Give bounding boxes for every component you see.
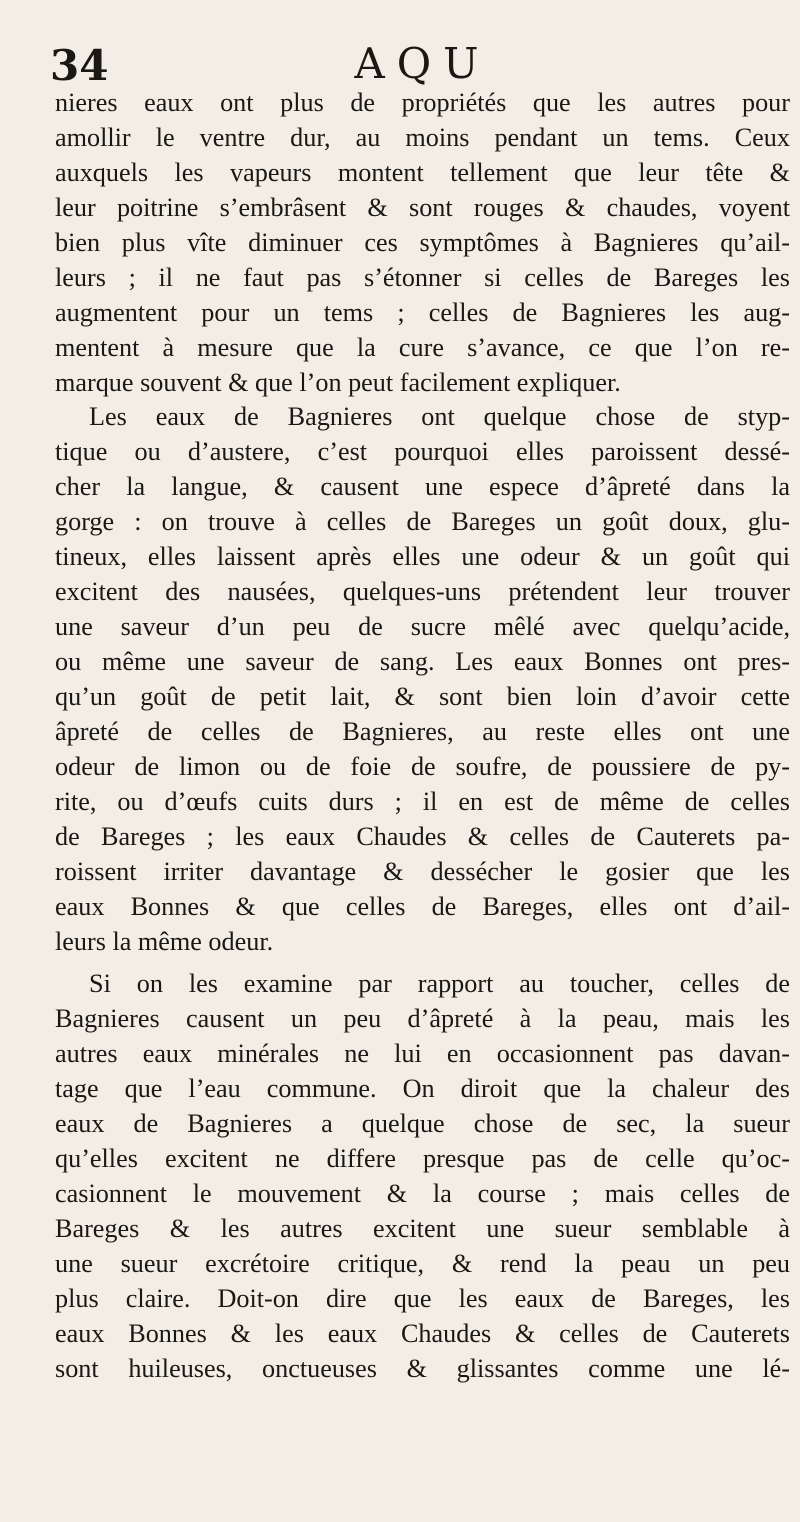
text-line: de Bareges ; les eaux Chaudes & celles de Cauterets pa- — [55, 821, 790, 851]
text-line: Bagnieres causent un peu d’âpreté à la peau, mais les — [55, 1004, 790, 1034]
text-line: amollir le ventre dur, au moins pendant un tems. Ceux — [55, 122, 790, 152]
text-line: âpreté de celles de Bagnieres, au reste elles ont une — [55, 716, 790, 746]
text-line: leurs la même odeur. — [55, 926, 274, 956]
page-number: 34 — [50, 41, 109, 90]
text-line: eaux Bonnes & les eaux Chaudes & celles de Cauterets — [55, 1318, 790, 1348]
text-line: bien plus vîte diminuer ces symptômes à Bagnieres qu’ail- — [55, 227, 790, 257]
page-header — [50, 40, 795, 92]
text-line: mentent à mesure que la cure s’avance, ce que l’on re- — [55, 332, 790, 362]
text-line: ou même une saveur de sang. Les eaux Bonnes ont pres- — [55, 647, 790, 676]
text-line: qu’elles excitent ne differe presque pas de celle qu’oc- — [55, 1144, 790, 1174]
text-line: gorge : on trouve à celles de Bareges un goût doux, glu- — [55, 507, 790, 537]
text-line: auxquels les vapeurs montent tellement que leur tête & — [55, 157, 790, 187]
text-line: tage que l’eau commune. On diroit que la chaleur des — [55, 1074, 790, 1104]
text-line: qu’un goût de petit lait, & sont bien loin d’avoir cette — [55, 681, 790, 711]
text-line: excitent des nausées, quelques-uns prétendent leur trouver — [55, 577, 790, 607]
running-head: AQU — [354, 39, 491, 88]
text-line: Les eaux de Bagnieres ont quelque chose de styp- — [89, 402, 790, 432]
text-line: autres eaux minérales ne lui en occasionnent pas davan- — [55, 1039, 790, 1069]
text-line: Si on les examine par rapport au toucher, celles de — [89, 969, 790, 999]
text-line: casionnent le mouvement & la course ; mais celles de — [55, 1179, 790, 1209]
text-line: eaux Bonnes & que celles de Bareges, elles ont d’ail- — [55, 891, 790, 921]
text-line: marque souvent & que l’on peut facilement expliquer. — [55, 367, 621, 397]
text-line: augmentent pour un tems ; celles de Bagnieres les aug- — [55, 297, 790, 327]
text-line: sont huileuses, onctueuses & glissantes comme une lé- — [55, 1353, 790, 1383]
paragraph-3 — [55, 967, 790, 1386]
text-line: odeur de limon ou de foie de soufre, de poussiere de py- — [55, 751, 790, 781]
body-text — [55, 86, 790, 1387]
paragraph-1 — [55, 86, 790, 400]
text-line: plus claire. Doit-on dire que les eaux de Bareges, les — [55, 1283, 790, 1313]
text-line: rite, ou d’œufs cuits durs ; il en est de même de celles — [55, 786, 790, 816]
text-line: leurs ; il ne faut pas s’étonner si celles de Bareges les — [55, 262, 790, 292]
text-line: cher la langue, & causent une espece d’âpreté dans la — [55, 472, 790, 502]
text-line: eaux de Bagnieres a quelque chose de sec, la sueur — [55, 1109, 790, 1139]
text-line: tineux, elles laissent après elles une odeur & un goût qui — [55, 542, 790, 572]
text-line: roissent irriter davantage & dessécher le gosier que les — [55, 856, 790, 886]
paragraph-gap — [55, 959, 790, 967]
text-line: nieres eaux ont plus de propriétés que les autres pour — [55, 88, 790, 117]
paragraph-2 — [55, 400, 790, 959]
text-line: leur poitrine s’embrâsent & sont rouges & chaudes, voyent — [55, 192, 790, 222]
text-line: une saveur d’un peu de sucre mêlé avec quelqu’acide, — [55, 612, 790, 642]
text-line: tique ou d’austere, c’est pourquoi elles paroissent dessé- — [55, 437, 790, 467]
text-line: une sueur excrétoire critique, & rend la peau un peu — [55, 1248, 790, 1278]
text-line: Bareges & les autres excitent une sueur semblable à — [55, 1214, 790, 1243]
